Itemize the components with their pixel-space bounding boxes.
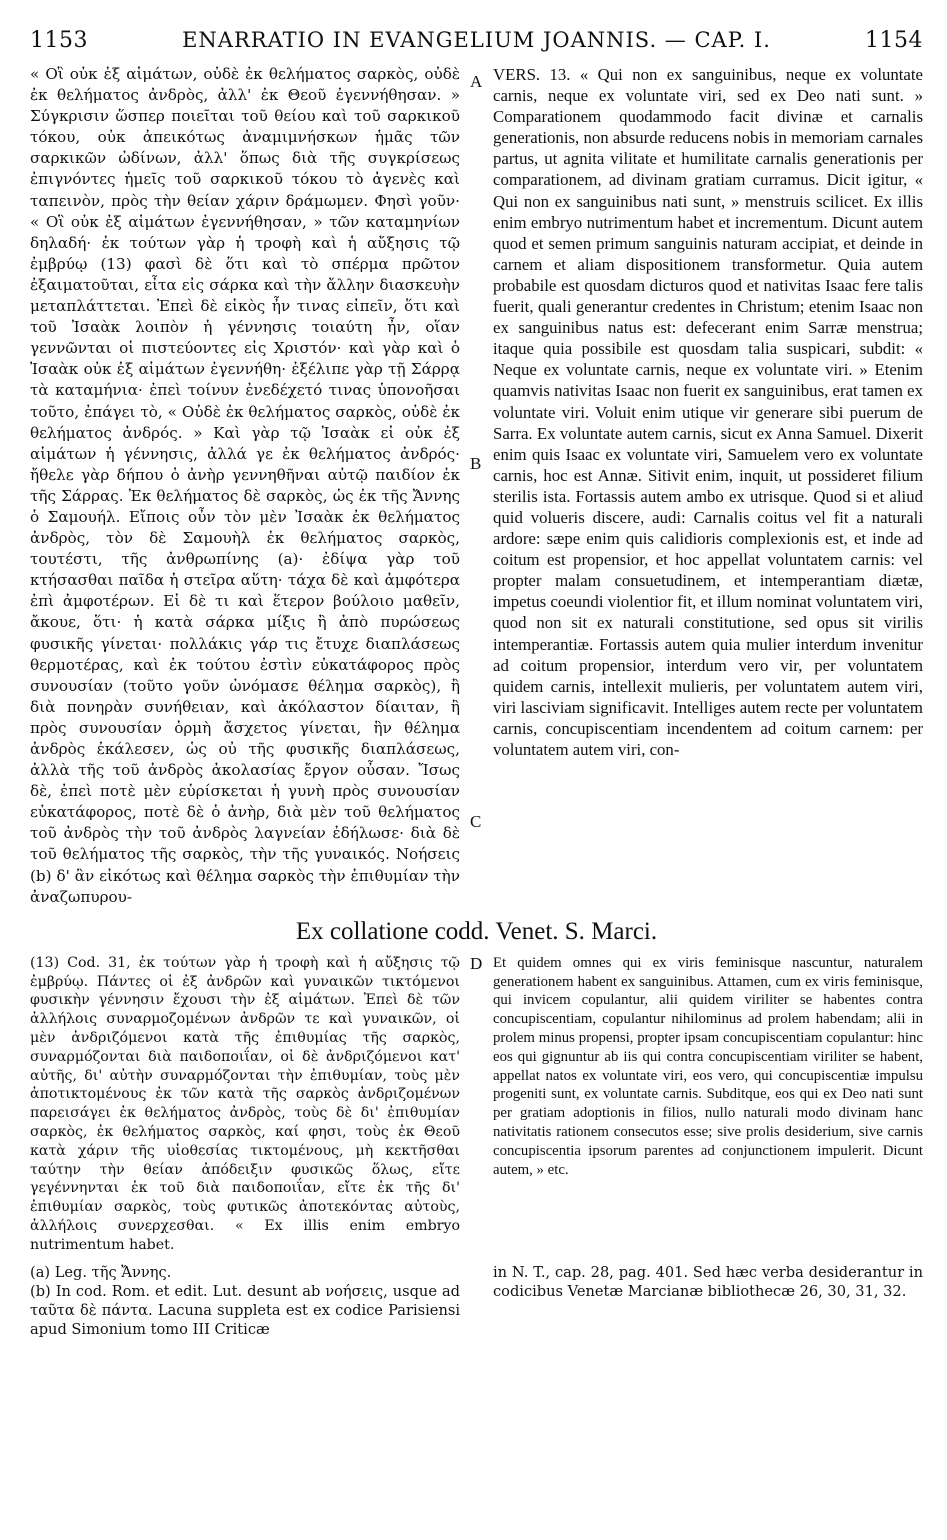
main-text-columns xyxy=(30,64,923,908)
collation-latin-column xyxy=(493,954,923,1255)
greek-column xyxy=(30,64,460,908)
running-header xyxy=(30,28,923,60)
left-page-number: 1153 xyxy=(30,28,88,53)
collation-heading: Ex collatione codd. Venet. S. Marci. xyxy=(295,917,658,945)
footnotes xyxy=(30,1263,923,1339)
latin-text: VERS. 13. « Qui non ex sanguinibus, neque ex voluntate carnis, neque ex voluntate viri, sed ex Deo nati sunt. » Comparationem quodammodo facit divinæ et carnalis generationis, non absurde reducens nobis in memoriam carnales partus, ut agnita vilitate et humilitate carnalis generationis per comparationem, ad divinam gratiam curramus. Dicit igitur, « Qui non ex sanguinibus nati sunt, » menstruis scilicet. Ex illis enim embryo nutrimentum habet et incrementum. Dicunt autem quod et semen primum sanguinis naturam accipiat, et deinde in carnem et aliam dispositionem transformetur. Quia autem probabile est quosdam dicturos quod et nativitas Isaac fere talis fuerit, quali generantur credentes in Christum; etenim Isaac non ex sanguinibus natus est: defecerant enim Sarræ menstrua; itaque quia possibile est quosdam talia suspicari, subdit: « Neque ex voluntate carnis, neque ex voluntate viri. » Etenim quamvis nativitas Isaac non fuerit ex sanguinibus, erat tamen ex voluntate viri. Voluit enim utique vir generare sibi puerum de Sarra. Ex voluntate autem carnis, sicut ex Anna Samuel. Dixerit enim quis Isaac ex voluntate viri, Samuelem vero ex voluntate carnis, hoc est Annæ. Sitivit enim, inquit, ut possideret filium sterilis ista. Fortassis autem ambo ex utrisque. Quod si et aliud quid volueris discere, audi: Carnalis coitus vel fit a naturali ardore: sæpe enim quis calidioris complexionis est, et inde ad coitum est propensior, et hoc appellat voluntatem carnis: vel propter malam consuetudinem, et intemperantiam diætæ, impetus coeundi violentior fit, et illum nominat voluntatem viri, quod non sit ex naturali constitutione, sed opus sit virilis intemperantiæ. Fortassis autem quia mulier interdum invenitur ad coitum propensior, interdum vero vir, per voluntatem quidem carnis, intellexit mulieris, per voluntatem autem viri, viri lasciviam significavit. Intelliges autem recte per voluntatem carnis, concupiscentiam incendentem ad coitum carnem: per voluntatem autem viri, con- xyxy=(493,65,923,759)
right-page-number: 1154 xyxy=(864,28,923,53)
latin-column xyxy=(493,64,923,908)
collation-latin-text: Et quidem omnes qui ex viris feminisque nascuntur, naturalem generationem habent ex sanguinibus. Attamen, cum ex viris feminisque, qui invicem copulantur, alii quidem viriliter se habentes contra concupiscentiam, copulantur nihilominus ad prolem habendam; alii in prolem minus propensi, propter ipsam concupiscentiam copulantur: hinc eos qui gignuntur ab iis qui contra concupiscentiam viriliter se habent, appellat natos ex voluntate viri, eos vero, qui concupiscentiæ impulsu progeniti sunt, ex voluntate carnis. Subditque, eos qui ex Deo nati sunt per gratiam adoptionis in filios, nullo naturali modo divinam hanc nativitatis rationem consecutos esse; sive prolis desiderium, sive carnis concupiscentia ipsorum parentes ad conjunctionem impulerit. Dicunt autem, » etc. xyxy=(493,954,923,1178)
running-title: ENARRATIO IN EVANGELIUM JOANNIS. — CAP. I. xyxy=(182,28,771,52)
footnote-b: (b) In cod. Rom. et edit. Lut. desunt ab νοήσεις, usque ad ταῦτα δὲ πάντα. Lacuna suppleta est ex codice Parisiensi apud Simonium tomo III Criticæ xyxy=(30,1282,460,1338)
footnote-a: (a) Leg. τῆς Ἄννης. xyxy=(30,1263,172,1281)
margin-marker-a: A xyxy=(470,72,483,91)
collation-greek-text: (13) Cod. 31, ἐκ τούτων γὰρ ἡ τροφὴ καὶ ἡ αὔξησις τῷ ἐμβρύῳ. Πάντες οἱ ἐξ ἀνδρῶν καὶ γυναικῶν τικτόμενοι φυσικὴν γέννησιν ἔχουσι τὴν ἐξ αἱμάτων. Ἐπεὶ δὲ τῶν ἀλλήλοις συναρμοζομένων ἀνδρῶν τε καὶ γυναικῶν, οἱ μὲν ἀνδριζόμενοι κατὰ τῆς ἐπιθυμίας τῆς σαρκὸς, συναρμόζονται διὰ παιδοποιΐαν, οἱ δὲ ἀνδριζόμενοι κατ' αὐτῆς, δι' αὐτὴν συναρμόζονται τὴν ἐπιθυμίαν, τοὺς μὲν ἀποτικτομένους ἐκ τῶν κατὰ τῆς σαρκὸς ἀνδριζομένων παρεισάγει ἐκ θελήματος ἀνδρὸς, τοὺς δὲ δι' ἐπιθυμίαν σαρκὸς, ἐκ θελήματος σαρκὸς, καί φησι, τοὺς ἐκ Θεοῦ κατὰ χάριν τῆς υἱοθεσίας τικτομένους, μὴ κεκτῆσθαι ταύτην τὴν θείαν ἀπόδειξιν φυσικῶς ὅλως, εἴτε γεγέννηνται ἐκ τοῦ διὰ παιδοποιΐαν, εἴτε ἐκ τῆς δι' ἐπιθυμίαν σαρκὸς, τοὺς φυτικῶς ἀποτεκόντας αὐτοὺς, ἀλλήλοις συνερχεσθαι. « Ex illis enim embryo nutrimentum habet. xyxy=(30,954,460,1253)
collation-greek-column xyxy=(30,954,460,1255)
margin-marker-d: D xyxy=(470,953,483,973)
margin-marker-b: B xyxy=(470,454,482,473)
greek-text: « Οἳ οὐκ ἐξ αἱμάτων, οὐδὲ ἐκ θελήματος σαρκὸς, οὐδὲ ἐκ θελήματος ἀνδρὸς, ἀλλ' ἐκ Θεοῦ ἐγεννήθησαν. » Σύγκρισιν ὥσπερ ποιεῖται τοῦ θείου καὶ τοῦ σαρκικοῦ τόκου, οὐκ ἀπεικότως ἀναμιμνήσκων ἡμᾶς τῶν σαρκικῶν ὠδίνων, ἀλλ' ὅπως διὰ τῆς συγκρίσεως ἐπιγνόντες ἡμεῖς τοῦ σαρκικοῦ τόκου τὸ ἀγενὲς καὶ ταπεινὸν, πρὸς τὴν θείαν χάριν δράμωμεν. Φησὶ γοῦν· « Οἳ οὐκ ἐξ αἱμάτων ἐγεννήθησαν, » τῶν καταμηνίων δηλαδή· ἐκ τούτων γὰρ ἡ τροφὴ καὶ ἡ αὔξησις τῷ ἐμβρύῳ (13) φασὶ δὲ ὅτι καὶ τὸ σπέρμα πρῶτον ἐξαιματοῦται, εἶτα εἰς σάρκα καὶ τὴν ἄλλην διασκευὴν μεταπλάττεται. Ἐπεὶ δὲ εἰκὸς ἦν τινας εἰπεῖν, ὅτι καὶ τοῦ Ἰσαὰκ λοιπὸν ἡ γέννησις τοιαύτη ἦν, οἵαν γεννῶνται οἱ πιστεύοντες εἰς Χριστόν· καὶ γὰρ καὶ ὁ Ἰσαὰκ οὐκ ἐξ αἱμάτων ἐγεννήθη· ἐξέλιπε γὰρ τῇ Σάρρᾳ τὰ καταμήνια· ἐπεὶ τοίνυν ἐνεδέχετό τινας ὑπονοῆσαι τοῦτο, ἐπάγει τὸ, « Οὐδὲ ἐκ θελήματος σαρκὸς, οὐδὲ ἐκ θελήματος ἀνδρός. » Καὶ γὰρ τῷ Ἰσαὰκ εἰ οὐκ ἐξ αἱμάτων ἡ γέννησις, ἀλλά γε ἐκ θελήματος ἀνδρός· ἤθελε γὰρ δήπου ὁ ἀνὴρ γεννηθῆναι αὐτῷ παιδίον ἐκ τῆς Σάρρας. Ἐκ θελήματος δὲ σαρκὸς, ὡς ἐκ τῆς Ἄννης ὁ Σαμουήλ. Εἴποις οὖν τὸν μὲν Ἰσαὰκ ἐκ θελήματος ἀνδρὸς, τὸν δὲ Σαμουὴλ ἐκ θελήματος σαρκὸς, τουτέστι, τῆς ἀνθρωπίνης (a)· ἐδίψα γὰρ τοῦ κτήσασθαι παῖδα ἡ στεῖρα αὕτη· τάχα δὲ καὶ ἀμφότερα ἐπὶ ἀμφοτέρων. Εἰ δὲ τι καὶ ἕτερον βούλοιο μαθεῖν, ἄκουε, ὅτι· ἡ κατὰ σάρκα μίξις ἢ ἀπὸ πυρώσεως φυσικῆς γίνεται· πολλάκις γάρ τις ἔτυχε διαπλάσεως θερμοτέρας, καὶ ἐκ τούτου ἐστὶν εὐκατάφορος πρὸς συνουσίαν (τοῦτο γοῦν ὠνόμασε θέλημα σαρκὸς), ἢ διὰ πονηρὰν συνήθειαν, καὶ ἀκόλαστον δίαιταν, ἢ πρὸς συνουσίαν ὁρμὴ ἄσχετος γίνεται, ἣν θέλημα ἀνδρὸς ἐκάλεσεν, ὡς οὐ τῆς φυσικῆς διαπλάσεως, ἀλλὰ τῆς τοῦ ἀνδρὸς ἀκολασίας ἔργον οὖσαν. Ἴσως δὲ, ἐπεὶ ποτὲ μὲν εὑρίσκεται ἡ γυνὴ πρὸς συνουσίαν εὐκατάφορος, ποτὲ δὲ ὁ ἀνὴρ, διὰ μὲν τοῦ θελήματος τοῦ ἀνδρὸς τὴν τοῦ ἀνδρὸς λαγνείαν ἐδήλωσε· διὰ δὲ τοῦ θελήματος τῆς σαρκὸς, τὴν τῆς γυναικός. Νοήσεις (b) δ' ἂν εἰκότως καὶ θέλημα σαρκὸς τὴν ἐπιθυμίαν τὴν ἀναζωπυρου- xyxy=(30,65,460,906)
footnote-continuation: in N. T., cap. 28, pag. 401. Sed hæc verba desiderantur in codicibus Venetæ Marcianæ bibliothecæ 26, 30, 31, 32. xyxy=(493,1263,923,1300)
footnotes-left xyxy=(30,1263,460,1339)
collation-notes xyxy=(30,954,923,1255)
margin-marker-c: C xyxy=(470,812,482,831)
footnotes-right xyxy=(493,1263,923,1339)
